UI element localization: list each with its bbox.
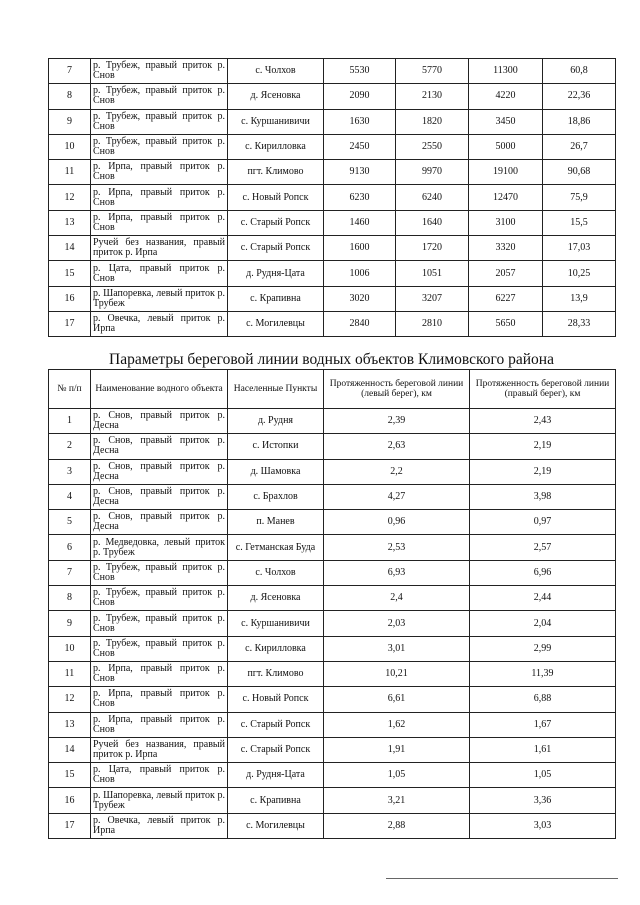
cell-water-object: р. Снов, правый приток р. Десна — [91, 409, 228, 434]
cell-number: 16 — [49, 788, 91, 813]
cell-right-bank-length: 2,19 — [470, 459, 616, 484]
cell-left-bank-length: 10,21 — [324, 661, 470, 686]
cell-number: 12 — [49, 185, 91, 210]
table-row — [49, 311, 616, 336]
cell-value-3: 5650 — [469, 311, 543, 336]
cell-settlement: с. Новый Ропск — [228, 185, 324, 210]
cell-value-3: 3320 — [469, 236, 543, 261]
table2-header-row — [49, 370, 616, 409]
cell-settlement: с. Гетманская Буда — [228, 535, 324, 560]
table-row — [49, 84, 616, 109]
cell-water-object: р. Трубеж, правый приток р. Снов — [91, 59, 228, 84]
table-row — [49, 484, 616, 509]
cell-settlement: д. Шамовка — [228, 459, 324, 484]
cell-value-3: 6227 — [469, 286, 543, 311]
cell-number: 15 — [49, 763, 91, 788]
cell-left-bank-length: 2,63 — [324, 434, 470, 459]
cell-water-object: р. Ирпа, правый приток р. Снов — [91, 712, 228, 737]
cell-value-3: 11300 — [469, 59, 543, 84]
cell-settlement: с. Старый Ропск — [228, 210, 324, 235]
cell-value-2: 9970 — [396, 160, 469, 185]
cell-right-bank-length: 2,99 — [470, 636, 616, 661]
cell-value-2: 2130 — [396, 84, 469, 109]
table-row — [49, 788, 616, 813]
cell-water-object: р. Трубеж, правый приток р. Снов — [91, 636, 228, 661]
cell-settlement: пгт. Климово — [228, 160, 324, 185]
table-row — [49, 813, 616, 838]
cell-number: 7 — [49, 560, 91, 585]
header-water-object-name: Наименование водного объекта — [91, 370, 228, 409]
table-row — [49, 611, 616, 636]
cell-number: 11 — [49, 160, 91, 185]
cell-settlement: с. Куршанивичи — [228, 109, 324, 134]
cell-value-2: 1820 — [396, 109, 469, 134]
cell-water-object: р. Ирпа, правый приток р. Снов — [91, 210, 228, 235]
cell-settlement: с. Брахлов — [228, 484, 324, 509]
cell-value-2: 1640 — [396, 210, 469, 235]
table-row — [49, 210, 616, 235]
cell-left-bank-length: 2,39 — [324, 409, 470, 434]
cell-value-3: 5000 — [469, 134, 543, 159]
cell-right-bank-length: 6,96 — [470, 560, 616, 585]
table-row — [49, 185, 616, 210]
cell-number: 8 — [49, 84, 91, 109]
table-row — [49, 434, 616, 459]
cell-right-bank-length: 11,39 — [470, 661, 616, 686]
header-right-bank-length: Протяженность береговой линии (правый берег), км — [470, 370, 616, 409]
cell-value-3: 2057 — [469, 261, 543, 286]
cell-water-object: р. Ирпа, правый приток р. Снов — [91, 661, 228, 686]
cell-right-bank-length: 2,57 — [470, 535, 616, 560]
cell-water-object: р. Снов, правый приток р. Десна — [91, 484, 228, 509]
header-settlements: Населенные Пункты — [228, 370, 324, 409]
cell-value-1: 2840 — [324, 311, 396, 336]
cell-number: 14 — [49, 236, 91, 261]
cell-right-bank-length: 2,44 — [470, 586, 616, 611]
cell-settlement: д. Рудня-Цата — [228, 261, 324, 286]
cell-number: 6 — [49, 535, 91, 560]
cell-left-bank-length: 3,21 — [324, 788, 470, 813]
cell-settlement: д. Ясеновка — [228, 84, 324, 109]
cell-water-object: р. Трубеж, правый приток р. Снов — [91, 134, 228, 159]
cell-water-object: р. Цата, правый приток р. Снов — [91, 261, 228, 286]
cell-water-object: р. Ирпа, правый приток р. Снов — [91, 687, 228, 712]
cell-settlement: с. Новый Ропск — [228, 687, 324, 712]
section-title: Параметры береговой линии водных объектов Климовского района — [109, 351, 554, 368]
table-row — [49, 586, 616, 611]
cell-value-1: 3020 — [324, 286, 396, 311]
cell-water-object: р. Ирпа, правый приток р. Снов — [91, 185, 228, 210]
cell-settlement: с. Могилевцы — [228, 311, 324, 336]
cell-value-3: 12470 — [469, 185, 543, 210]
cell-value-4: 60,8 — [543, 59, 616, 84]
cell-right-bank-length: 0,97 — [470, 510, 616, 535]
cell-water-object: р. Трубеж, правый приток р. Снов — [91, 611, 228, 636]
cell-number: 17 — [49, 311, 91, 336]
cell-value-1: 1630 — [324, 109, 396, 134]
cell-water-object: р. Медведовка, левый приток р. Трубеж — [91, 535, 228, 560]
cell-water-object: р. Снов, правый приток р. Десна — [91, 459, 228, 484]
cell-value-4: 22,36 — [543, 84, 616, 109]
cell-number: 14 — [49, 737, 91, 762]
cell-number: 9 — [49, 109, 91, 134]
cell-value-2: 6240 — [396, 185, 469, 210]
table1-body — [49, 59, 616, 337]
cell-value-4: 15,5 — [543, 210, 616, 235]
table-row — [49, 687, 616, 712]
cell-value-2: 1051 — [396, 261, 469, 286]
cell-number: 8 — [49, 586, 91, 611]
table-row — [49, 712, 616, 737]
cell-value-4: 75,9 — [543, 185, 616, 210]
cell-left-bank-length: 2,53 — [324, 535, 470, 560]
cell-left-bank-length: 4,27 — [324, 484, 470, 509]
cell-water-object: р. Снов, правый приток р. Десна — [91, 434, 228, 459]
water-objects-volume-table — [48, 58, 616, 337]
cell-settlement: с. Чолхов — [228, 59, 324, 84]
table-row — [49, 59, 616, 84]
cell-number: 12 — [49, 687, 91, 712]
cell-settlement: с. Кирилловка — [228, 134, 324, 159]
cell-right-bank-length: 1,61 — [470, 737, 616, 762]
cell-value-4: 10,25 — [543, 261, 616, 286]
cell-value-1: 1460 — [324, 210, 396, 235]
cell-number: 11 — [49, 661, 91, 686]
cell-number: 10 — [49, 134, 91, 159]
footer-divider — [386, 878, 618, 879]
table-row — [49, 661, 616, 686]
cell-value-4: 90,68 — [543, 160, 616, 185]
cell-water-object: р. Трубеж, правый приток р. Снов — [91, 109, 228, 134]
cell-number: 7 — [49, 59, 91, 84]
cell-settlement: с. Куршанивичи — [228, 611, 324, 636]
table-row — [49, 261, 616, 286]
cell-number: 13 — [49, 210, 91, 235]
table-row — [49, 535, 616, 560]
cell-settlement: с. Чолхов — [228, 560, 324, 585]
table-row — [49, 737, 616, 762]
cell-value-1: 9130 — [324, 160, 396, 185]
cell-settlement: с. Крапивна — [228, 286, 324, 311]
cell-value-1: 1006 — [324, 261, 396, 286]
cell-value-2: 3207 — [396, 286, 469, 311]
cell-number: 17 — [49, 813, 91, 838]
cell-left-bank-length: 0,96 — [324, 510, 470, 535]
cell-right-bank-length: 2,19 — [470, 434, 616, 459]
shoreline-parameters-table — [48, 369, 616, 839]
table-row — [49, 286, 616, 311]
cell-right-bank-length: 1,05 — [470, 763, 616, 788]
cell-right-bank-length: 1,67 — [470, 712, 616, 737]
cell-right-bank-length: 3,98 — [470, 484, 616, 509]
cell-left-bank-length: 2,4 — [324, 586, 470, 611]
cell-left-bank-length: 2,88 — [324, 813, 470, 838]
cell-settlement: д. Рудня-Цата — [228, 763, 324, 788]
table-row — [49, 160, 616, 185]
cell-left-bank-length: 6,93 — [324, 560, 470, 585]
table-row — [49, 134, 616, 159]
cell-number: 3 — [49, 459, 91, 484]
cell-settlement: с. Крапивна — [228, 788, 324, 813]
cell-value-1: 2090 — [324, 84, 396, 109]
cell-water-object: Ручей без названия, правый приток р. Ирпа — [91, 236, 228, 261]
cell-value-1: 2450 — [324, 134, 396, 159]
cell-left-bank-length: 1,05 — [324, 763, 470, 788]
cell-water-object: р. Снов, правый приток р. Десна — [91, 510, 228, 535]
cell-right-bank-length: 6,88 — [470, 687, 616, 712]
cell-number: 10 — [49, 636, 91, 661]
cell-settlement: п. Манев — [228, 510, 324, 535]
cell-value-4: 18,86 — [543, 109, 616, 134]
cell-left-bank-length: 6,61 — [324, 687, 470, 712]
cell-number: 13 — [49, 712, 91, 737]
cell-water-object: Ручей без названия, правый приток р. Ирпа — [91, 737, 228, 762]
cell-value-3: 3100 — [469, 210, 543, 235]
cell-water-object: р. Овечка, левый приток р. Ирпа — [91, 813, 228, 838]
cell-left-bank-length: 3,01 — [324, 636, 470, 661]
cell-right-bank-length: 3,36 — [470, 788, 616, 813]
cell-settlement: с. Кирилловка — [228, 636, 324, 661]
cell-left-bank-length: 2,2 — [324, 459, 470, 484]
cell-water-object: р. Шапоревка, левый приток р. Трубеж — [91, 788, 228, 813]
table-row — [49, 236, 616, 261]
cell-left-bank-length: 1,91 — [324, 737, 470, 762]
cell-number: 5 — [49, 510, 91, 535]
cell-water-object: р. Трубеж, правый приток р. Снов — [91, 560, 228, 585]
cell-number: 9 — [49, 611, 91, 636]
table-row — [49, 409, 616, 434]
cell-value-2: 5770 — [396, 59, 469, 84]
cell-value-1: 1600 — [324, 236, 396, 261]
cell-settlement: пгт. Климово — [228, 661, 324, 686]
cell-right-bank-length: 3,03 — [470, 813, 616, 838]
cell-value-3: 3450 — [469, 109, 543, 134]
cell-settlement: д. Рудня — [228, 409, 324, 434]
table-row — [49, 459, 616, 484]
table-row — [49, 636, 616, 661]
cell-settlement: с. Могилевцы — [228, 813, 324, 838]
table2-body — [49, 409, 616, 839]
cell-settlement: с. Старый Ропск — [228, 737, 324, 762]
cell-number: 15 — [49, 261, 91, 286]
table-row — [49, 560, 616, 585]
cell-right-bank-length: 2,04 — [470, 611, 616, 636]
header-left-bank-length: Протяженность береговой линии (левый берег), км — [324, 370, 470, 409]
table-row — [49, 109, 616, 134]
cell-value-3: 19100 — [469, 160, 543, 185]
cell-value-1: 6230 — [324, 185, 396, 210]
cell-value-2: 2550 — [396, 134, 469, 159]
cell-value-2: 1720 — [396, 236, 469, 261]
header-number: № п/п — [49, 370, 91, 409]
cell-value-3: 4220 — [469, 84, 543, 109]
cell-left-bank-length: 1,62 — [324, 712, 470, 737]
cell-water-object: р. Цата, правый приток р. Снов — [91, 763, 228, 788]
cell-water-object: р. Трубеж, правый приток р. Снов — [91, 586, 228, 611]
cell-settlement: с. Старый Ропск — [228, 236, 324, 261]
cell-water-object: р. Шапоревка, левый приток р. Трубеж — [91, 286, 228, 311]
cell-right-bank-length: 2,43 — [470, 409, 616, 434]
table-row — [49, 510, 616, 535]
cell-value-1: 5530 — [324, 59, 396, 84]
cell-number: 2 — [49, 434, 91, 459]
cell-settlement: с. Старый Ропск — [228, 712, 324, 737]
cell-number: 4 — [49, 484, 91, 509]
cell-settlement: с. Истопки — [228, 434, 324, 459]
cell-value-4: 26,7 — [543, 134, 616, 159]
cell-settlement: д. Ясеновка — [228, 586, 324, 611]
cell-left-bank-length: 2,03 — [324, 611, 470, 636]
cell-value-2: 2810 — [396, 311, 469, 336]
cell-number: 1 — [49, 409, 91, 434]
cell-value-4: 13,9 — [543, 286, 616, 311]
cell-value-4: 28,33 — [543, 311, 616, 336]
cell-water-object: р. Овечка, левый приток р. Ирпа — [91, 311, 228, 336]
cell-value-4: 17,03 — [543, 236, 616, 261]
cell-water-object: р. Трубеж, правый приток р. Снов — [91, 84, 228, 109]
cell-number: 16 — [49, 286, 91, 311]
table-row — [49, 763, 616, 788]
cell-water-object: р. Ирпа, правый приток р. Снов — [91, 160, 228, 185]
